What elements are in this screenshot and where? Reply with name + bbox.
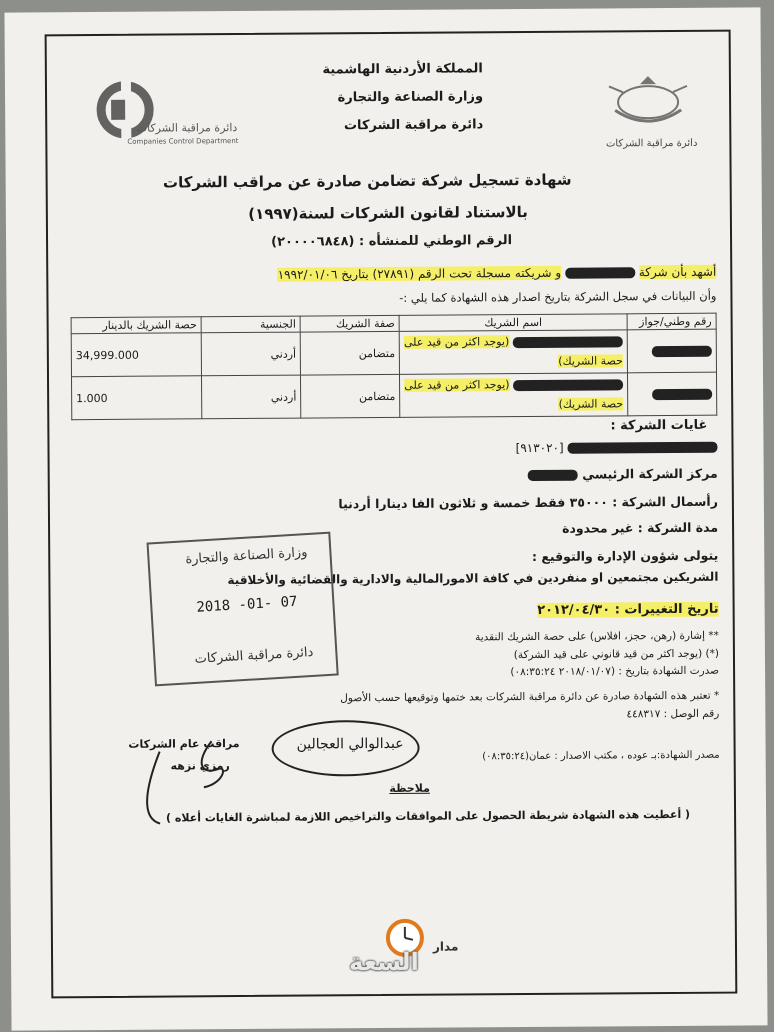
controller-title: مراقب عام الشركات bbox=[128, 737, 240, 751]
note-3: * تعتبر هذه الشهادة صادرة عن دائرة مراقبة الشركات بعد ختمها وتوقيعها حسب الأصول bbox=[340, 689, 720, 705]
hq-line bbox=[478, 466, 718, 483]
partner-name-note: (يوجد اكثر من قيد على bbox=[403, 335, 510, 349]
partner-name-note-2: حصة الشريك) bbox=[558, 354, 623, 368]
header-share: حصة الشريك بالدينار bbox=[71, 317, 201, 334]
partner-name bbox=[399, 330, 627, 375]
header-national-id: رقم وطني/جواز bbox=[627, 313, 716, 330]
capital: رأسمال الشركة : ٣٥٠٠٠ فقط خمسة و ثلاثون الفا دينارا أردنيا bbox=[338, 493, 718, 512]
controller-name: رمزي نزهه bbox=[170, 759, 230, 773]
logo-text-ar: دائرة مراقبة الشركات bbox=[136, 121, 238, 135]
partners-table bbox=[71, 313, 718, 421]
objectives-code: [٩١٣٠٢٠] bbox=[515, 440, 564, 456]
law-reference: بالاستناد لقانون الشركات لسنة(١٩٩٧) bbox=[248, 203, 528, 223]
partner-name-note-2: حصة الشريك) bbox=[558, 397, 624, 411]
stamp-date: 2018 -01- 07 bbox=[195, 593, 298, 616]
table-row bbox=[71, 329, 716, 377]
partner-nationality: أردني bbox=[201, 332, 300, 376]
redacted-company-name bbox=[565, 267, 635, 278]
partner-name bbox=[400, 373, 628, 418]
left-logo bbox=[93, 71, 254, 162]
header-partner-name: اسم الشريك bbox=[399, 314, 627, 332]
objectives-label: غايات الشركة : bbox=[610, 417, 708, 434]
right-emblem bbox=[597, 70, 702, 161]
header-line-2: وزارة الصناعة والتجارة bbox=[337, 89, 484, 106]
stamp-line-2: دائرة مراقبة الشركات bbox=[194, 644, 314, 667]
header-line-3: دائرة مراقبة الشركات bbox=[343, 117, 484, 134]
ministry-stamp bbox=[147, 532, 339, 687]
stamp-line-1: وزارة الصناعة والتجارة bbox=[184, 545, 308, 568]
partner-nationality: أردني bbox=[202, 375, 301, 419]
management-label: يتولى شؤون الإدارة والتوقيع : bbox=[531, 547, 719, 564]
header-line-1: المملكة الأردنية الهاشمية bbox=[322, 61, 483, 78]
partner-role: متضامن bbox=[300, 331, 399, 375]
partner-name-note: (يوجد اكثر من قيد على bbox=[404, 378, 510, 392]
management-text: الشريكين مجتمعين او منفردين في كافة الامورالمالية والادارية والقضائية والأخلاقية bbox=[227, 569, 719, 588]
watermark-text: السعة bbox=[348, 947, 419, 977]
coat-of-arms-icon bbox=[603, 70, 693, 135]
changes-date-text: تاريخ التغييرات : ٢٠١٢/٠٤/٣٠ bbox=[537, 601, 719, 618]
redacted-objectives bbox=[567, 442, 717, 454]
certify-prefix: أشهد بأن شركة bbox=[638, 264, 717, 280]
note-1: ** إشارة (رهن، حجز، افلاس) على حصة الشريك النقدية bbox=[475, 629, 719, 644]
certify-rest: و شريكته مسجلة تحت الرقم (٢٧٨٩١) بتاريخ ١٩٩٢/٠١/٠٦ bbox=[277, 265, 562, 282]
certificate-source: مصدر الشهادة:بـ عوده ، مكتب الاصدار : عمان(٠٨:٣٥:٢٤) bbox=[482, 749, 720, 763]
national-id: الرقم الوطني للمنشأه : (٢٠٠٠٠٦٨٤٨) bbox=[271, 233, 513, 250]
partner-id bbox=[627, 372, 716, 416]
watermark-text-2: مدار bbox=[432, 939, 459, 954]
certificate-title: شهادة تسجيل شركة تضامن صادرة عن مراقب الشركات bbox=[162, 170, 572, 192]
watermark-logo bbox=[341, 917, 471, 978]
emblem-caption: دائرة مراقبة الشركات bbox=[605, 137, 698, 150]
objectives-line bbox=[447, 440, 717, 456]
partner-share: 34,999.000 bbox=[71, 333, 202, 377]
partner-id bbox=[627, 329, 716, 373]
changes-date bbox=[489, 602, 719, 619]
duration: مدة الشركة : غير محدودة bbox=[561, 519, 719, 536]
remark-heading: ملاحظة bbox=[389, 781, 430, 795]
issued-date: صدرت الشهادة بتاريخ : (٢٠١٨/٠١/٠٧ ٠٨:٣٥:٢٤) bbox=[510, 664, 720, 679]
table-row bbox=[71, 372, 716, 420]
oval-stamp-name: عبدالوالي العجالين bbox=[296, 735, 404, 753]
certify-line-2: وأن البيانات في سجل الشركة بتاريخ اصدار هذه الشهادة كما يلي :- bbox=[399, 288, 717, 305]
redacted-hq bbox=[528, 470, 578, 481]
remark-text: ( أعطيت هذه الشهادة شريطة الحصول على الموافقات والتراخيص اللازمة لمباشرة الغايات أعلاه ) bbox=[165, 807, 691, 825]
hq-label: مركز الشركة الرئيسي bbox=[582, 465, 718, 482]
logo-text-en: Companies Control Department bbox=[127, 137, 239, 146]
note-2: (*) (يوجد اكثر من قيد قانوني على قيد الشركة) bbox=[513, 647, 719, 662]
header-partner-role: صفة الشريك bbox=[300, 315, 399, 332]
receipt-number: رقم الوصل : ٤٤٨٣١٧ bbox=[626, 707, 720, 721]
partner-share: 1.000 bbox=[71, 376, 202, 420]
header-nationality: الجنسية bbox=[201, 316, 300, 333]
certificate-paper bbox=[4, 7, 767, 1030]
partner-role: متضامن bbox=[301, 374, 400, 418]
